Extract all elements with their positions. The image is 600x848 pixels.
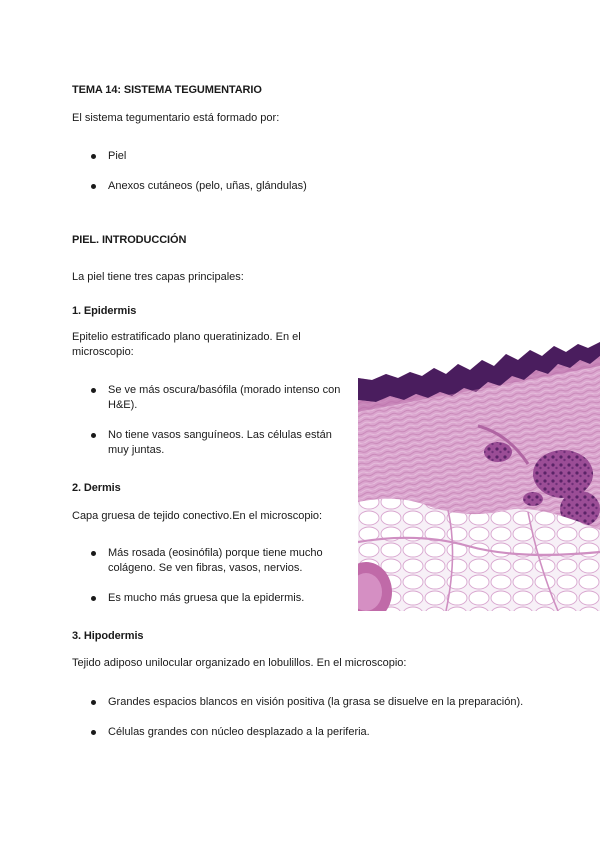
bullet-icon <box>91 184 96 189</box>
intro-item-2: Anexos cutáneos (pelo, uñas, glándulas) <box>108 180 307 192</box>
hypodermis-heading: 3. Hipodermis <box>72 630 144 642</box>
epidermis-lead-line2: microscopio: <box>72 346 134 358</box>
section-intro: La piel tiene tres capas principales: <box>72 271 244 283</box>
bullet-icon <box>91 433 96 438</box>
epidermis-heading: 1. Epidermis <box>72 305 137 317</box>
intro-text: El sistema tegumentario está formado por: <box>72 112 280 124</box>
section-title: PIEL. INTRODUCCIÓN <box>72 234 187 246</box>
bullet-icon <box>91 596 96 601</box>
hypodermis-item-2: Células grandes con núcleo desplazado a la periferia. <box>108 726 370 738</box>
hypodermis-item-1: Grandes espacios blancos en visión positiva (la grasa se disuelve en la preparación). <box>108 696 524 708</box>
dermis-item-1-line2: colágeno. Se ven fibras, vasos, nervios. <box>108 562 303 574</box>
bullet-icon <box>91 388 96 393</box>
bullet-icon <box>91 730 96 735</box>
bullet-icon <box>91 551 96 556</box>
bullet-icon <box>91 700 96 705</box>
intro-item-1: Piel <box>108 150 127 162</box>
epidermis-item-1-line1: Se ve más oscura/basófila (morado intenso con <box>108 384 341 396</box>
page-title: TEMA 14: SISTEMA TEGUMENTARIO <box>72 84 262 96</box>
epidermis-item-2-line2: muy juntas. <box>108 444 165 456</box>
bullet-icon <box>91 154 96 159</box>
epidermis-lead-line1: Epitelio estratificado plano queratinizado. En el <box>72 331 301 343</box>
skin-histology-micrograph <box>358 334 600 611</box>
epidermis-item-1-line2: H&E). <box>108 399 138 411</box>
hypodermis-lead: Tejido adiposo unilocular organizado en lobulillos. En el microscopio: <box>72 657 407 669</box>
dermis-lead: Capa gruesa de tejido conectivo.En el microscopio: <box>72 510 323 522</box>
epidermis-item-2-line1: No tiene vasos sanguíneos. Las células están <box>108 429 332 441</box>
dermis-item-1-line1: Más rosada (eosinófila) porque tiene mucho <box>108 547 323 559</box>
dermis-heading: 2. Dermis <box>72 482 121 494</box>
dermis-item-2: Es mucho más gruesa que la epidermis. <box>108 592 305 604</box>
